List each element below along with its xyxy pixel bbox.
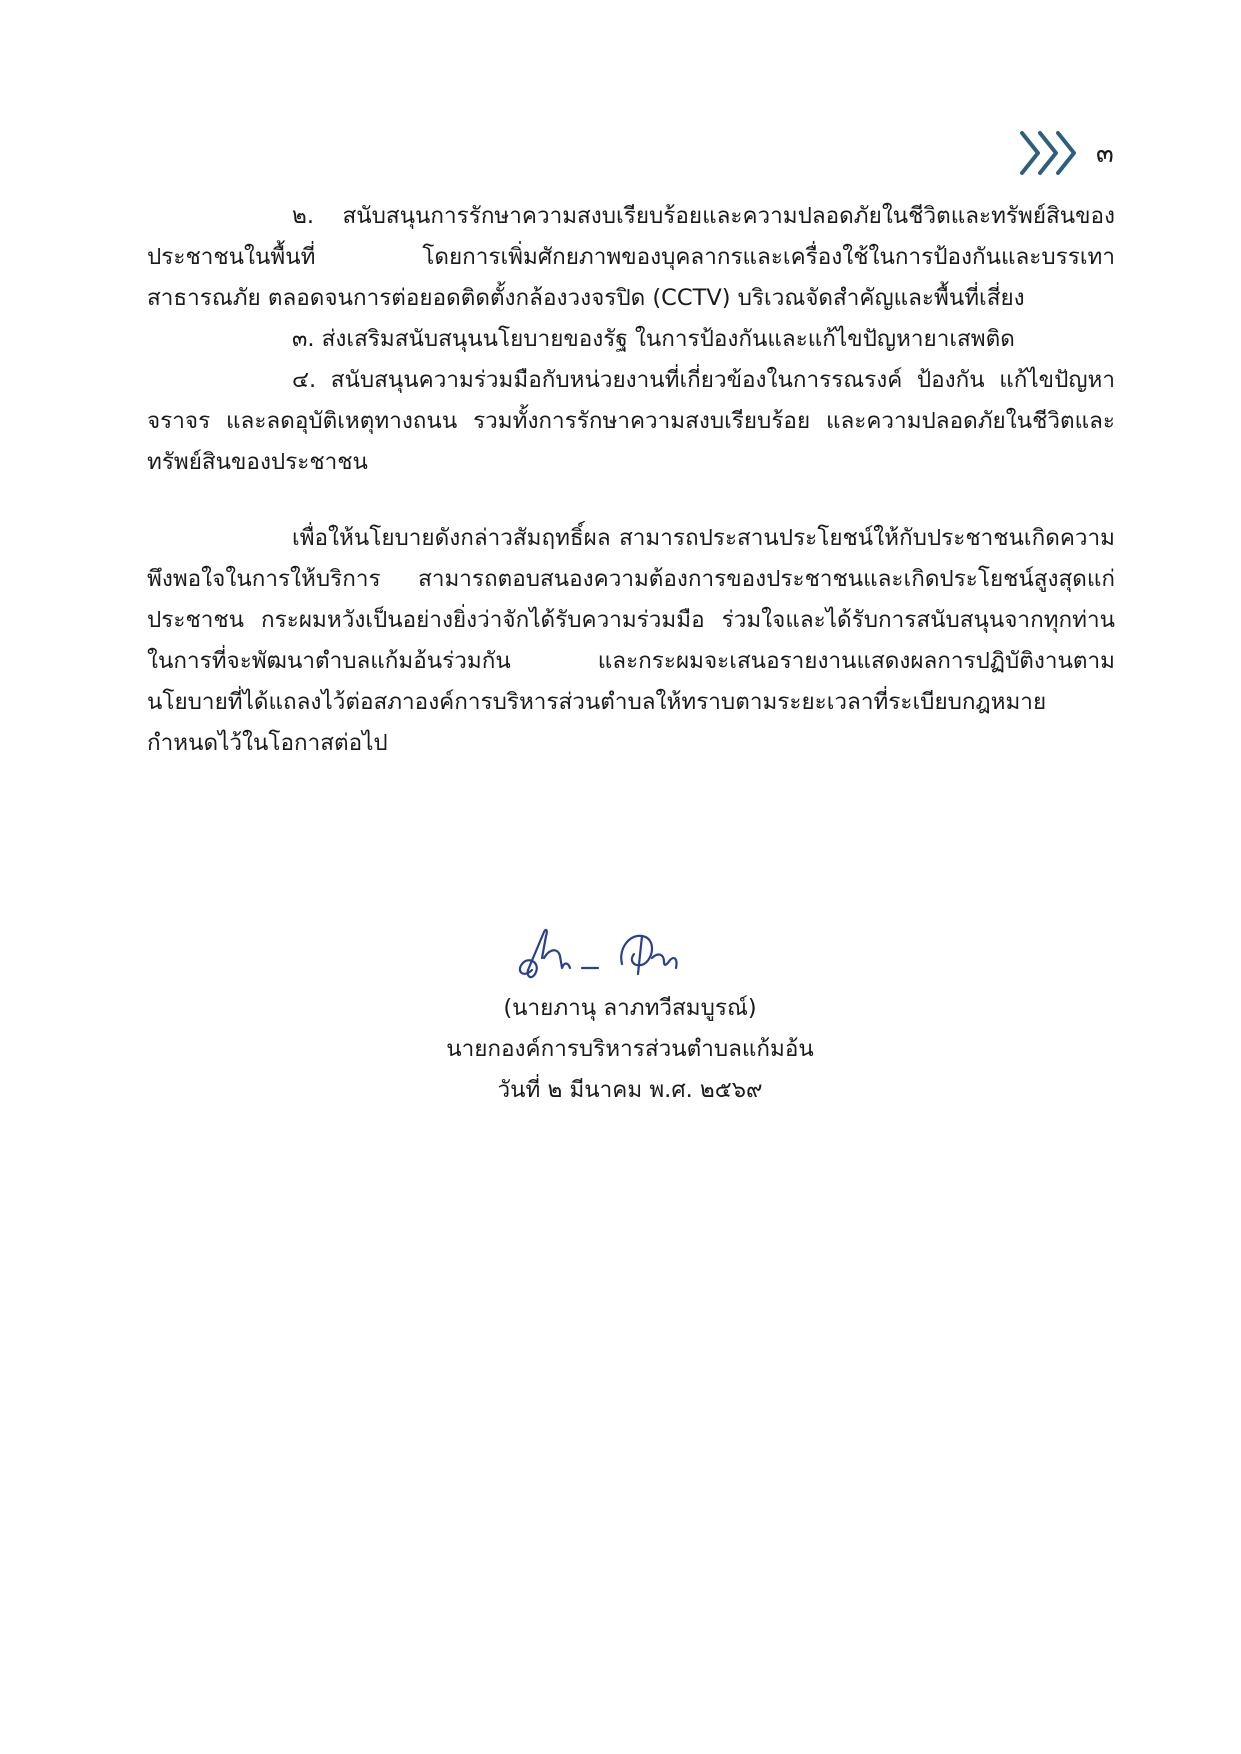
page-number: ๓ — [1096, 138, 1114, 169]
page-header — [1018, 128, 1148, 178]
document-body — [147, 196, 1115, 764]
signature-date: วันที่ ๒ มีนาคม พ.ศ. ๒๕๖๙ — [497, 1077, 763, 1103]
signatory-position: นายกองค์การบริหารส่วนตำบลแก้มอ้น — [446, 1036, 814, 1062]
policy-item-4: ๔. สนับสนุนความร่วมมือกับหน่วยงานที่เกี่ยวข้องในการรณรงค์ ป้องกัน แก้ไขปัญหาจราจร และลดอุบัติเหตุทางถนน รวมทั้งการรักษาความสงบเรียบร้อย และความปลอดภัยในชีวิตและทรัพย์สินของประชาชน — [147, 367, 1115, 475]
signatory-name: (นายภานุ ลาภทวีสมบูรณ์) — [503, 995, 757, 1021]
signature-block — [420, 918, 840, 1111]
policy-item-3: ๓. ส่งเสริมสนับสนุนนโยบายของรัฐ ในการป้องกันและแก้ไขปัญหายาเสพติด — [292, 326, 1015, 352]
paragraph-spacer — [147, 483, 1115, 518]
closing-paragraph: เพื่อให้นโยบายดังกล่าวสัมฤทธิ์ผล สามารถประสานประโยชน์ให้กับประชาชนเกิดความพึงพอใจในการให้บริการ สามารถตอบสนองความต้องการของประชาชนและเกิดประโยชน์สูงสุดแก่ประชาชน กระผมหวังเป็นอย่างยิ่งว่าจักได้รับความร่วมมือ ร่วมใจและได้รับการสนับสนุนจากทุกท่านในการที่จะพัฒนาตำบลแก้มอ้นร่วมกัน และกระผมจะเสนอรายงานแสดงผลการปฏิบัติงานตามนโยบายที่ได้แถลงไว้ต่อสภาองค์การบริหารส่วนตำบลให้ทราบตามระยะเวลาที่ระเบียบกฎหมายกำหนดไว้ในโอกาสต่อไป — [147, 525, 1115, 756]
policy-item-2: ๒. สนับสนุนการรักษาความสงบเรียบร้อยและความปลอดภัยในชีวิตและทรัพย์สินของประชาชนในพื้นที่ โดยการเพิ่มศักยภาพของบุคลากรและเครื่องใช้ในการป้องกันและบรรเทาสาธารณภัย ตลอดจนการต่อยอดติดตั้งกล้องวงจรปิด (CCTV) บริเวณจัดสำคัญและพื้นที่เสี่ยง — [147, 203, 1115, 311]
triple-chevron-right-icon — [1018, 129, 1082, 177]
handwritten-signature — [510, 918, 750, 988]
